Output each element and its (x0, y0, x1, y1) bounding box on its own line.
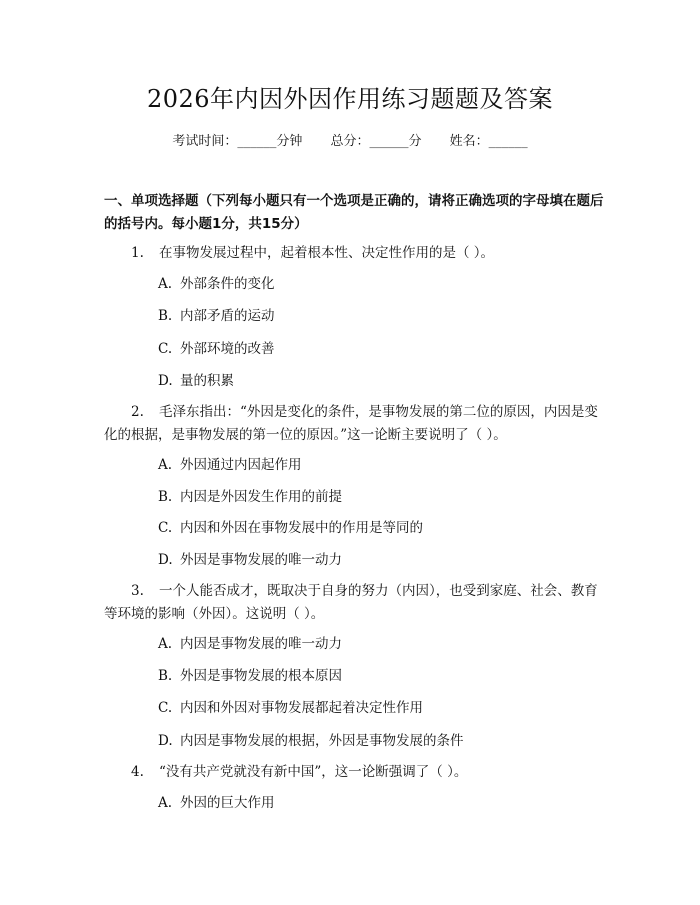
option-letter: C. (158, 520, 173, 536)
document-title: 2026年内因外因作用练习题题及答案 (146, 85, 554, 113)
option-3c (158, 698, 598, 718)
option-text: 内因是事物发展的唯一动力 (180, 636, 342, 652)
option-letter: B. (158, 308, 173, 324)
exam-time: 考试时间：______分钟 (172, 134, 303, 149)
question-number: 2. (131, 404, 144, 420)
option-letter: C. (158, 700, 173, 716)
option-text: 外因通过内因起作用 (180, 457, 302, 473)
question-text: 在事物发展过程中，起着根本性、决定性作用的是（ ）。 (159, 245, 495, 261)
question-number: 4. (131, 764, 144, 780)
option-text: 量的积累 (180, 373, 234, 389)
option-1b (158, 306, 598, 326)
question-text: 毛泽东指出：“外因是变化的条件，是事物发展的第二位的原因，内因是变化的根据，是事物发展的第一位的原因。”这一论断主要说明了（ ）。 (104, 404, 598, 443)
option-2d (158, 550, 598, 570)
option-text: 外部条件的变化 (180, 276, 275, 292)
option-text: 外因是事物发展的唯一动力 (180, 552, 342, 568)
option-4a (158, 793, 598, 813)
question-1 (104, 242, 602, 265)
option-text: 内因是事物发展的根据，外因是事物发展的条件 (180, 733, 464, 749)
section-heading: 一、单项选择题（下列每小题只有一个选项是正确的，请将正确选项的字母填在题后的括号内。每小题1分，共15分） (104, 193, 604, 232)
question-2 (104, 401, 602, 447)
option-2c (158, 518, 598, 538)
option-text: 外部环境的改善 (180, 341, 275, 357)
exam-score: 总分：______分 (330, 134, 422, 149)
question-number: 3. (131, 583, 144, 599)
option-text: 内因是外因发生作用的前提 (180, 489, 342, 505)
question-number: 1. (131, 245, 144, 261)
option-letter: D. (158, 552, 173, 568)
exam-name: 姓名：______ (449, 134, 528, 149)
option-letter: D. (158, 733, 173, 749)
option-1a (158, 274, 598, 294)
question-text: “没有共产党就没有新中国”，这一论断强调了（ ）。 (159, 764, 468, 780)
option-text: 内部矛盾的运动 (180, 308, 275, 324)
question-3 (104, 580, 602, 626)
option-letter: A. (158, 457, 173, 473)
option-3a (158, 634, 598, 654)
option-letter: A. (158, 276, 173, 292)
option-letter: B. (158, 489, 173, 505)
option-2a (158, 455, 598, 475)
option-1d (158, 371, 598, 391)
option-text: 内因和外因对事物发展都起着决定性作用 (180, 700, 423, 716)
option-text: 内因和外因在事物发展中的作用是等同的 (180, 520, 423, 536)
option-letter: C. (158, 341, 173, 357)
option-letter: A. (158, 795, 173, 811)
option-text: 外因是事物发展的根本原因 (180, 668, 342, 684)
option-letter: D. (158, 373, 173, 389)
option-3d (158, 731, 598, 751)
exam-meta (0, 133, 700, 151)
option-letter: B. (158, 668, 173, 684)
question-text: 一个人能否成才，既取决于自身的努力（内因），也受到家庭、社会、教育等环境的影响（外因）。这说明（ ）。 (104, 583, 598, 622)
option-text: 外因的巨大作用 (180, 795, 275, 811)
option-3b (158, 666, 598, 686)
option-1c (158, 339, 598, 359)
option-2b (158, 487, 598, 507)
question-4 (104, 761, 602, 784)
option-letter: A. (158, 636, 173, 652)
